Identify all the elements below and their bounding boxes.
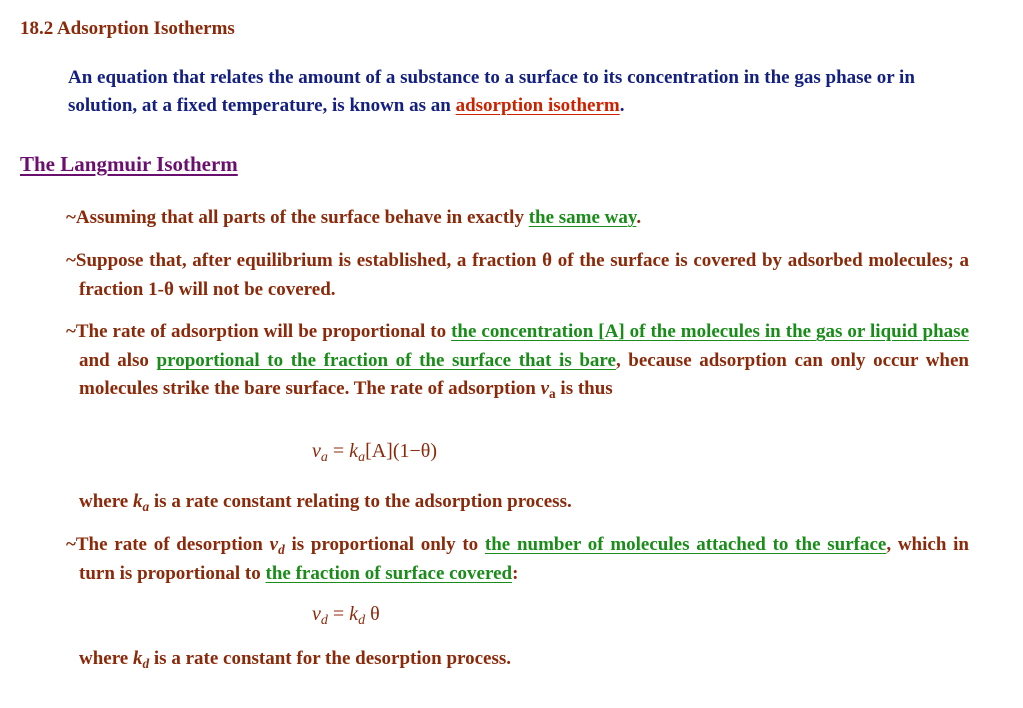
langmuir-subheading[interactable] bbox=[20, 152, 238, 177]
desorption-symbol-v: v bbox=[269, 534, 279, 555]
adsorption-rate-text-c: , because adsorption can only occur when molecules strike the bare surface. The rate of adsorption bbox=[79, 349, 969, 399]
eq2-v: v bbox=[312, 603, 321, 625]
eq1-k: k bbox=[349, 440, 359, 462]
eq1-rest: [A](1−θ) bbox=[365, 440, 438, 462]
adsorption-rate-item bbox=[66, 318, 969, 404]
desorption-text-a: ~The rate of desorption bbox=[66, 534, 270, 555]
rate-symbol-v: v bbox=[540, 378, 550, 399]
kd-text-b: is a rate constant for the desorption process. bbox=[149, 648, 512, 669]
rate-symbol-sub: a bbox=[549, 386, 556, 401]
adsorption-equation bbox=[312, 440, 437, 463]
desorption-text-c: , which in turn is proportional to bbox=[79, 534, 969, 584]
eq1-equals: = bbox=[327, 440, 350, 462]
adsorption-isotherm-link[interactable]: adsorption isotherm bbox=[455, 95, 620, 116]
eq1-k-sub: a bbox=[358, 450, 366, 465]
adsorption-rate-text-d: is thus bbox=[555, 378, 613, 399]
desorption-rate-item bbox=[66, 531, 969, 588]
surface-covered-link[interactable]: the fraction of surface covered bbox=[265, 562, 513, 584]
bare-fraction-link[interactable]: proportional to the fraction of the surface that is bare bbox=[156, 349, 616, 371]
adsorption-rate-text-a: ~The rate of adsorption will be proportional to bbox=[66, 321, 452, 342]
ka-definition bbox=[66, 488, 969, 517]
assumption-text: ~Assuming that all parts of the surface behave in exactly bbox=[66, 207, 529, 228]
ka-text-b: is a rate constant relating to the adsorption process. bbox=[149, 491, 572, 512]
eq2-v-sub: d bbox=[320, 613, 328, 628]
eq1-v-sub: a bbox=[320, 450, 328, 465]
ka-symbol: k bbox=[133, 491, 143, 512]
adsorption-rate-text-b: and also bbox=[79, 349, 157, 371]
ka-sub: a bbox=[142, 499, 150, 514]
concentration-link[interactable]: the concentration [A] of the molecules in the gas or liquid phase bbox=[451, 321, 969, 342]
intro-period: . bbox=[619, 95, 625, 116]
kd-definition bbox=[66, 645, 969, 674]
desorption-text-b: is proportional only to bbox=[284, 534, 485, 555]
intro-paragraph bbox=[68, 64, 956, 120]
desorption-symbol-sub: d bbox=[278, 542, 285, 557]
section-heading bbox=[20, 18, 235, 40]
section-heading-text: 18.2 Adsorption Isotherms bbox=[20, 18, 235, 39]
eq2-k-sub: d bbox=[358, 613, 366, 628]
same-way-link[interactable]: the same way bbox=[528, 207, 637, 228]
langmuir-subheading-text: The Langmuir Isotherm bbox=[20, 152, 238, 176]
ka-text-a: where bbox=[79, 491, 133, 512]
assumption-item bbox=[66, 204, 969, 233]
kd-symbol: k bbox=[133, 648, 143, 669]
attached-molecules-link[interactable]: the number of molecules attached to the surface bbox=[484, 534, 887, 555]
eq2-k: k bbox=[349, 603, 359, 625]
eq2-rest: θ bbox=[365, 603, 380, 625]
fraction-text: ~Suppose that, after equilibrium is established, a fraction θ of the surface is covered by adsorbed molecules; a fraction 1-θ will not be covered. bbox=[66, 250, 969, 300]
desorption-text-d: : bbox=[512, 562, 519, 584]
desorption-equation bbox=[312, 603, 380, 626]
fraction-item bbox=[66, 247, 969, 304]
eq1-v: v bbox=[312, 440, 321, 462]
intro-text: An equation that relates the amount of a substance to a surface to its concentration in the gas phase or in solution, at a fixed temperature, is known as an bbox=[68, 67, 915, 116]
eq2-equals: = bbox=[327, 603, 350, 625]
assumption-end: . bbox=[636, 207, 642, 228]
kd-sub: d bbox=[142, 656, 150, 671]
kd-text-a: where bbox=[79, 648, 133, 669]
